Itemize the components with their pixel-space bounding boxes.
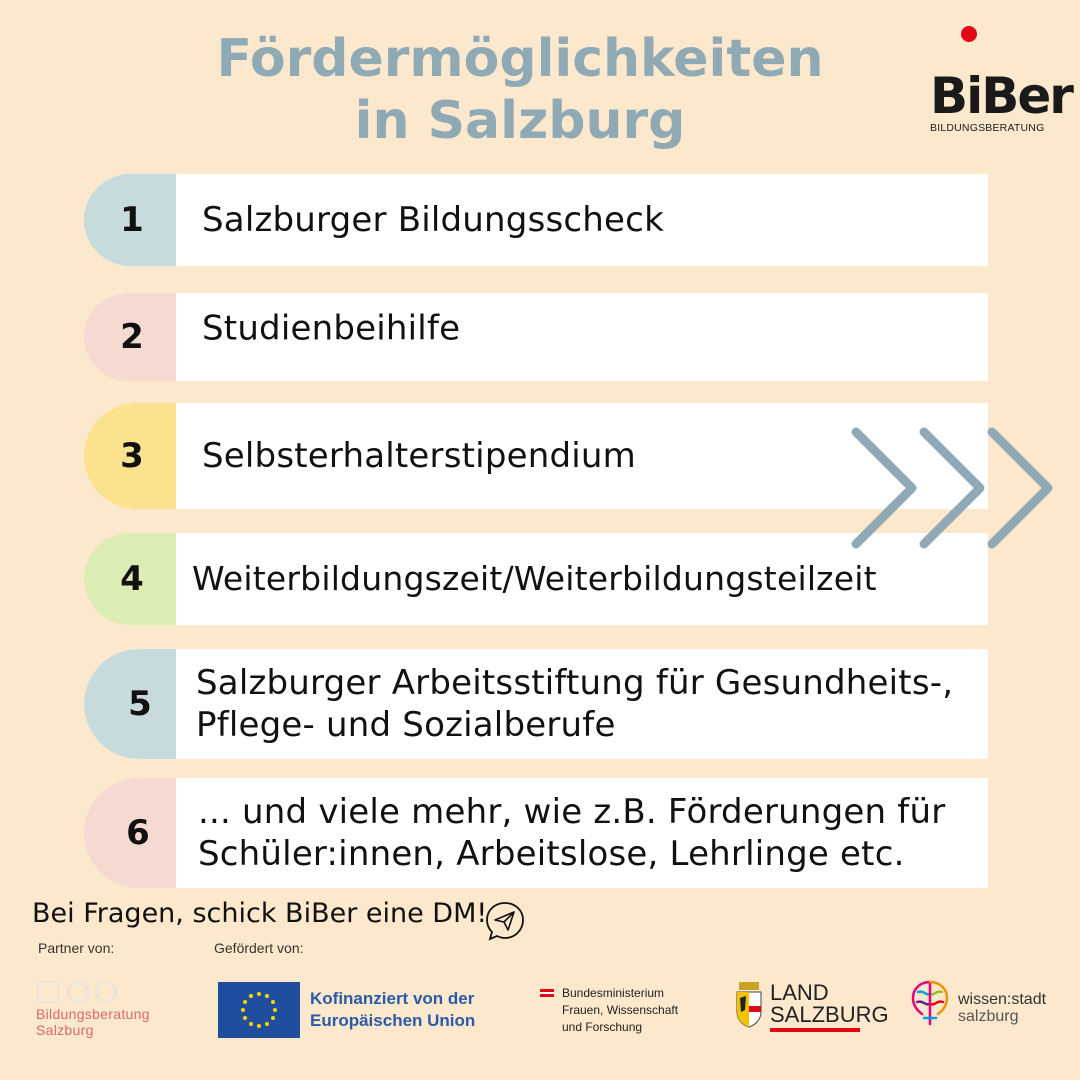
bildungsberatung-line-2: Salzburg: [36, 1022, 94, 1038]
wissenstadt-line-2: salzburg: [958, 1008, 1019, 1025]
logo-wordmark: BiBer: [930, 67, 1072, 125]
item-number: 3: [120, 436, 144, 476]
item-number: 5: [128, 684, 152, 724]
land-salzburg-logo: [736, 980, 896, 1036]
eu-text: [310, 988, 475, 1032]
list-item: [84, 174, 988, 266]
ministry-text: [562, 985, 678, 1036]
item-number: 2: [120, 317, 144, 357]
bildungsberatung-salzburg-logo: [36, 980, 176, 1040]
item-label-line-1: ... und viele mehr, wie z.B. Förderungen für: [198, 792, 946, 832]
partner-label: Partner von:: [38, 940, 115, 956]
item-number: 6: [126, 813, 150, 853]
land-line-1: LAND: [770, 980, 829, 1005]
item-label-line-2: Schüler:innen, Arbeitslose, Lehrlinge etc.: [198, 834, 905, 874]
land-line-2: SALZBURG: [770, 1002, 889, 1027]
ministry-line-3: und Forschung: [562, 1020, 643, 1034]
item-label: Weiterbildungszeit/Weiterbildungsteilzeit: [192, 559, 877, 598]
eu-cofunded-logo: [218, 982, 518, 1038]
logo-dot: [961, 26, 977, 42]
item-number: 1: [120, 200, 144, 240]
brain-icon: [908, 978, 952, 1028]
logo-subtitle: BILDUNGSBERATUNG: [930, 122, 1045, 134]
page-title: [140, 28, 900, 152]
list-item: [84, 778, 988, 888]
item-label: [196, 662, 980, 746]
title-line-2: in Salzburg: [354, 91, 686, 151]
austria-flag-icon: [540, 989, 554, 997]
bildungsberatung-text: [36, 1006, 150, 1038]
list-item: [84, 293, 988, 381]
item-label: [198, 791, 980, 875]
item-label: Salzburger Bildungsscheck: [202, 200, 664, 240]
crest-icon: [736, 982, 762, 1028]
ministry-line-2: Frauen, Wissenschaft: [562, 1003, 679, 1017]
land-text: [770, 982, 889, 1026]
funded-label: Gefördert von:: [214, 940, 304, 956]
send-message-icon[interactable]: [484, 900, 526, 942]
eu-line-1: Kofinanziert von der: [310, 989, 475, 1008]
item-label: Selbsterhalterstipendium: [202, 436, 636, 476]
ministry-logo: [540, 985, 720, 1037]
ministry-line-1: Bundesministerium: [562, 986, 665, 1000]
circles-icon: [36, 980, 126, 1004]
eu-line-2: Europäischen Union: [310, 1011, 476, 1030]
item-number: 4: [120, 559, 144, 599]
item-label: Studienbeihilfe: [202, 308, 461, 349]
title-line-1: Fördermöglichkeiten: [216, 29, 824, 89]
bildungsberatung-line-1: Bildungsberatung: [36, 1006, 150, 1022]
eu-flag-icon: [218, 982, 300, 1038]
biber-logo: [926, 24, 1072, 140]
chevron-right-icon: [846, 420, 1062, 556]
land-underline: [770, 1028, 860, 1032]
dm-call-to-action: Bei Fragen, schick BiBer eine DM!: [32, 898, 488, 929]
list-item: [84, 649, 988, 759]
item-label-line-2: Pflege- und Sozialberufe: [196, 705, 616, 745]
item-label-line-1: Salzburger Arbeitsstiftung für Gesundheits-,: [196, 663, 954, 703]
wissenstadt-line-1: wissen:stadt: [958, 991, 1047, 1008]
wissenstadt-logo: [908, 978, 1068, 1034]
